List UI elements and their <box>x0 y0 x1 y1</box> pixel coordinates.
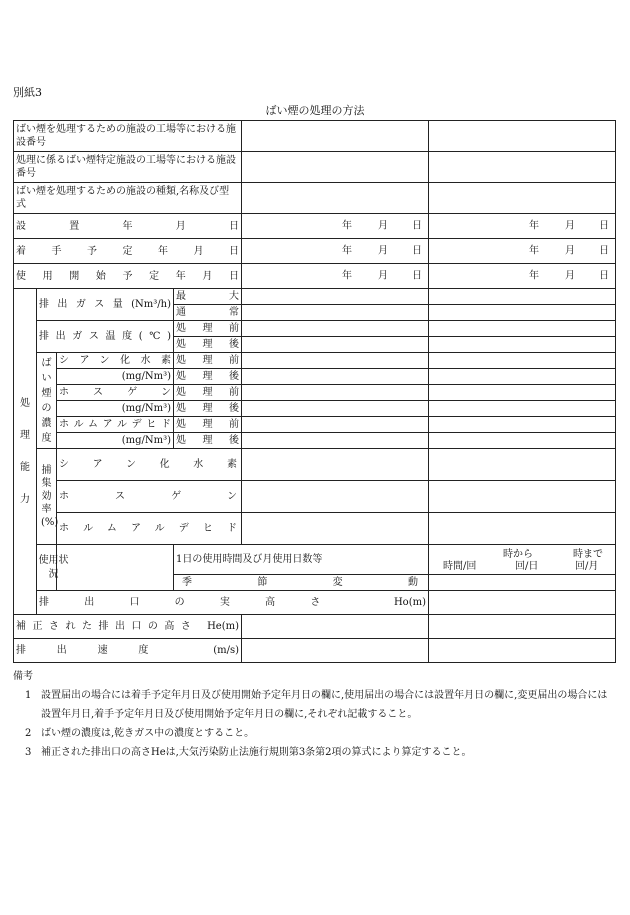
label-formaldehyde: ホルムアルデヒド <box>57 417 174 433</box>
row-outlet-velocity <box>14 639 616 663</box>
label-eff-phosgene: ホスゲン <box>57 481 242 513</box>
row-specific-no <box>14 152 616 183</box>
label-install-date: 設置年月日 <box>14 214 242 239</box>
input-install-date-2[interactable] <box>429 214 616 239</box>
label-after: 処理後 <box>174 369 242 385</box>
input-use-date-1[interactable] <box>242 264 429 289</box>
unit-year: 年 <box>342 220 352 232</box>
input-outlet-velocity-2[interactable] <box>429 639 616 663</box>
input-gas-max-2[interactable] <box>429 289 616 305</box>
label-conc-unit: (mg/Nm³) <box>57 401 174 417</box>
input-install-date-1[interactable] <box>242 214 429 239</box>
label-facility-no: ばい煙を処理するための施設の工場等における施設番号 <box>14 121 242 152</box>
note-item <box>13 743 617 762</box>
label-eff-formaldehyde: ホルムアルデヒド <box>57 513 242 545</box>
label-normal: 通常 <box>174 305 242 321</box>
attachment-label: 別紙3 <box>13 86 42 99</box>
input-temp-after-2[interactable] <box>429 337 616 353</box>
label-gas-temp: 排出ガス温度(℃) <box>37 321 174 353</box>
label-per-day: 回/日 <box>515 560 539 572</box>
label-gas-volume: 排出ガス量(Nm³/h) <box>37 289 174 321</box>
input-eff-cyan-1[interactable] <box>242 449 429 481</box>
row-formaldehyde-after <box>14 433 616 449</box>
row-phosgene-after <box>14 401 616 417</box>
input-temp-after-1[interactable] <box>242 337 429 353</box>
input-facility-no-2[interactable] <box>429 121 616 152</box>
input-season-1[interactable] <box>429 575 616 591</box>
unit-month: 月 <box>565 270 575 282</box>
row-use-date <box>14 264 616 289</box>
input-specific-no-1[interactable] <box>242 152 429 183</box>
unit-day: 日 <box>599 220 609 232</box>
note-item <box>13 686 617 724</box>
unit-month: 月 <box>565 220 575 232</box>
label-per-time: 時間/回 <box>443 560 477 572</box>
input-phosgene-after-2[interactable] <box>429 401 616 417</box>
input-type-name-1[interactable] <box>242 183 429 214</box>
label-capacity: 処理能力 <box>14 289 37 615</box>
input-type-name-2[interactable] <box>429 183 616 214</box>
note-number: 3 <box>25 747 32 758</box>
treatment-method-table <box>13 120 616 663</box>
label-before: 処理前 <box>174 385 242 401</box>
input-usage-hours-1[interactable] <box>429 545 616 575</box>
unit-day: 日 <box>412 220 422 232</box>
input-temp-before-2[interactable] <box>429 321 616 337</box>
unit-month: 月 <box>565 245 575 257</box>
input-outlet-height-1[interactable] <box>429 591 616 615</box>
row-install-date <box>14 214 616 239</box>
unit-month: 月 <box>378 270 388 282</box>
form-title: ばい煙の処理の方法 <box>265 104 365 117</box>
label-season: 季節変動 <box>174 575 429 591</box>
label-per-month: 回/月 <box>575 560 599 572</box>
input-facility-no-1[interactable] <box>242 121 429 152</box>
row-eff-phosgene <box>14 481 616 513</box>
input-eff-formaldehyde-1[interactable] <box>242 513 429 545</box>
input-outlet-corrected-1[interactable] <box>242 615 429 639</box>
row-gas-volume-max <box>14 289 616 305</box>
input-outlet-corrected-2[interactable] <box>429 615 616 639</box>
row-cyan-before <box>14 353 616 369</box>
row-formaldehyde-before <box>14 417 616 433</box>
unit-day: 日 <box>412 245 422 257</box>
input-formaldehyde-before-2[interactable] <box>429 417 616 433</box>
input-specific-no-2[interactable] <box>429 152 616 183</box>
note-number: 2 <box>25 728 32 739</box>
note-text: ばい煙の濃度は,乾きガス中の濃度とすること。 <box>41 728 255 739</box>
note-item <box>13 724 617 743</box>
note-number: 1 <box>25 690 32 701</box>
label-use-date: 使用開始予定年月日 <box>14 264 242 289</box>
label-max: 最大 <box>174 289 242 305</box>
note-text: 設置届出の場合には着手予定年月日及び使用開始予定年月日の欄に,使用届出の場合には設置年月日の欄に,変更届出の場合には設置年月日,着手予定年月日及び使用開始予定年月日の欄に,それぞれ記載すること。 <box>41 690 608 720</box>
label-from: 時から <box>503 548 533 560</box>
input-use-date-2[interactable] <box>429 264 616 289</box>
row-start-date <box>14 239 616 264</box>
unit-year: 年 <box>529 270 539 282</box>
notes-section <box>13 667 617 762</box>
label-usage: 使用状況 <box>57 545 174 591</box>
unit-year: 年 <box>342 270 352 282</box>
label-specific-no: 処理に係るばい煙特定施設の工場等における施設番号 <box>14 152 242 183</box>
row-gas-temp-before <box>14 321 616 337</box>
label-to: 時まで <box>573 548 603 560</box>
label-after: 処理後 <box>174 337 242 353</box>
label-usage-hours: 1日の使用時間及び月使用日数等 <box>174 545 429 575</box>
input-formaldehyde-after-1[interactable] <box>242 433 429 449</box>
unit-day: 日 <box>412 270 422 282</box>
label-start-date: 着手予定年月日 <box>14 239 242 264</box>
input-gas-normal-2[interactable] <box>429 305 616 321</box>
label-conc-unit: (mg/Nm³) <box>57 433 174 449</box>
row-eff-cyan <box>14 449 616 481</box>
input-formaldehyde-after-2[interactable] <box>429 433 616 449</box>
input-eff-formaldehyde-2[interactable] <box>429 513 616 545</box>
input-cyan-before-2[interactable] <box>429 353 616 369</box>
row-eff-formaldehyde <box>14 513 616 545</box>
input-cyan-after-2[interactable] <box>429 369 616 385</box>
label-outlet-height: 排出口の実高さ Ho(m) <box>37 591 429 615</box>
row-outlet-height <box>14 591 616 615</box>
input-gas-max-1[interactable] <box>242 289 429 305</box>
label-efficiency: 捕集効率(%) <box>37 449 57 545</box>
label-before: 処理前 <box>174 321 242 337</box>
label-after: 処理後 <box>174 433 242 449</box>
label-cyan: シアン化水素 <box>57 353 174 369</box>
input-eff-phosgene-2[interactable] <box>429 481 616 513</box>
unit-year: 年 <box>529 220 539 232</box>
input-outlet-velocity-1[interactable] <box>242 639 429 663</box>
input-cyan-before-1[interactable] <box>242 353 429 369</box>
label-eff-cyan: シアン化水素 <box>57 449 242 481</box>
input-eff-phosgene-1[interactable] <box>242 481 429 513</box>
label-after: 処理後 <box>174 401 242 417</box>
input-start-date-2[interactable] <box>429 239 616 264</box>
input-phosgene-before-2[interactable] <box>429 385 616 401</box>
unit-year: 年 <box>342 245 352 257</box>
input-eff-cyan-2[interactable] <box>429 449 616 481</box>
label-before: 処理前 <box>174 417 242 433</box>
row-outlet-corrected <box>14 615 616 639</box>
label-concentration: ばい煙の濃度 <box>37 353 57 449</box>
input-formaldehyde-before-1[interactable] <box>242 417 429 433</box>
notes-heading: 備考 <box>13 671 33 682</box>
unit-year: 年 <box>529 245 539 257</box>
row-cyan-after <box>14 369 616 385</box>
label-type-name: ばい煙を処理するための施設の種類,名称及び型式 <box>14 183 242 214</box>
unit-day: 日 <box>599 245 609 257</box>
note-text: 補正された排出口の高さHeは,大気汚染防止法施行規則第3条第2項の算式により算定すること。 <box>41 747 472 758</box>
unit-day: 日 <box>599 270 609 282</box>
label-phosgene: ホスゲン <box>57 385 174 401</box>
input-temp-before-1[interactable] <box>242 321 429 337</box>
row-type-name <box>14 183 616 214</box>
unit-month: 月 <box>378 220 388 232</box>
unit-month: 月 <box>378 245 388 257</box>
row-facility-no <box>14 121 616 152</box>
input-cyan-after-1[interactable] <box>242 369 429 385</box>
row-usage-hours <box>14 545 616 575</box>
input-start-date-1[interactable] <box>242 239 429 264</box>
label-conc-unit: (mg/Nm³) <box>57 369 174 385</box>
label-outlet-velocity: 排出速度 (m/s) <box>14 639 242 663</box>
row-phosgene-before <box>14 385 616 401</box>
input-gas-normal-1[interactable] <box>242 305 429 321</box>
label-outlet-corrected: 補正された排出口の高さ He(m) <box>14 615 242 639</box>
input-phosgene-after-1[interactable] <box>242 401 429 417</box>
input-phosgene-before-1[interactable] <box>242 385 429 401</box>
label-before: 処理前 <box>174 353 242 369</box>
